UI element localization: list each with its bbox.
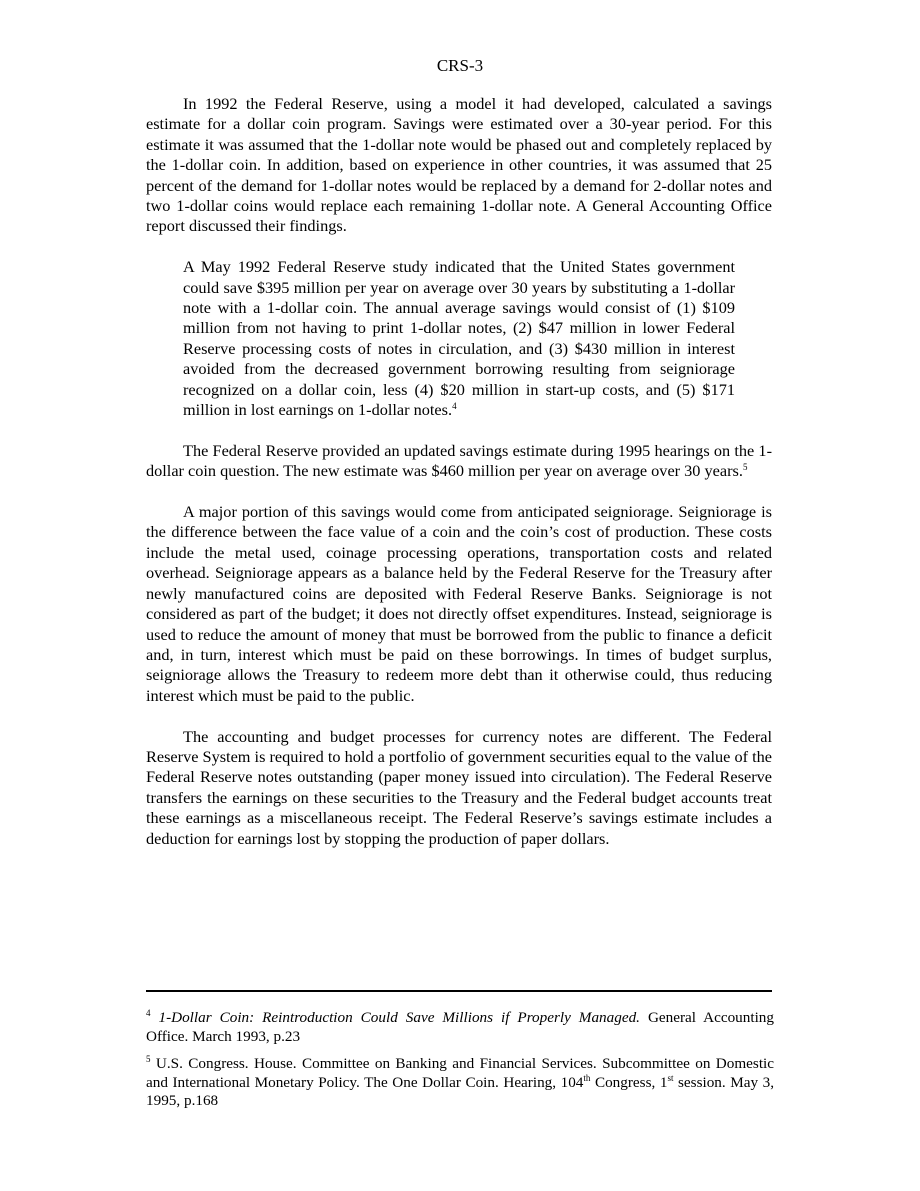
paragraph-4: The accounting and budget processes for currency notes are different. The Federal Reserve System is required to hold a portfolio of government securities equal to the value of the Federal Reserve notes outstanding (paper money issued into circulation). The Federal Reserve transfers the earnings on these securities to the Treasury and the Federal budget accounts treat these earnings as a miscellaneous receipt. The Federal Reserve’s savings estimate includes a deduction for earnings lost by stopping the production of paper dollars. — [146, 726, 772, 848]
footnote-5-number: 5 — [146, 1054, 151, 1065]
paragraph-3: A major portion of this savings would come from anticipated seigniorage. Seigniorage is the difference between the face value of a coin and the coin’s cost of production. These costs include the metal used, coinage processing operations, transportation costs and related overhead. Seigniorage appears as a balance held by the Federal Reserve for the Treasury after newly manufactured coins are deposited with Federal Reserve Banks. Seigniorage is not considered as part of the budget; it does not directly offset expenditures. Instead, seigniorage is used to reduce the amount of money that must be borrowed from the public to finance a deficit and, in turn, interest which must be paid on these borrowings. In times of budget surplus, seigniorage allows the Treasury to redeem more debt than it otherwise could, thus reducing interest which must be paid to the public. — [146, 502, 772, 705]
footnote-5-text-2: Congress, 1 — [590, 1073, 668, 1091]
footnote-4-text: General Accounting Office. March 1993, p.23 — [146, 1009, 774, 1045]
footnote-4-title: 1-Dollar Coin: Reintroduction Could Save Millions if Properly Managed. — [158, 1009, 640, 1026]
footnote-ref-5[interactable]: 5 — [742, 462, 748, 473]
paragraph-1: In 1992 the Federal Reserve, using a model it had developed, calculated a savings estimate for a dollar coin program. Savings were estimated over a 30-year period. For this estimate it was assumed that the 1-dollar note would be phased out and completely replaced by the 1-dollar coin. In addition, based on experience in other countries, it was assumed that 25 percent of the demand for 1-dollar notes would be replaced by a demand for 2-dollar notes and two 1-dollar coins would replace each remaining 1-dollar note. A General Accounting Office report discussed their findings. — [146, 94, 772, 236]
footnote-4 — [146, 1009, 774, 1046]
footnote-divider — [146, 990, 772, 992]
block-quote-text: A May 1992 Federal Reserve study indicated that the United States government could save $395 million per year on average over 30 years by substituting a 1-dollar note with a 1-dollar coin. The annual average savings would consist of (1) $109 million from not having to print 1-dollar notes, (2) $47 million in lower Federal Reserve processing costs of notes in circulation, and (3) $430 million in interest avoided from the decreased government borrowing resulting from seigniorage recognized on a dollar coin, less (4) $20 million in start-up costs, and (5) $171 million in lost earnings on 1-dollar notes. — [183, 257, 735, 420]
block-quote — [183, 257, 735, 420]
footnotes — [146, 1009, 774, 1120]
paragraph-2 — [146, 441, 772, 482]
footnote-5-sup-th: th — [583, 1072, 591, 1083]
footnote-5-text-1: U.S. Congress. House. Committee on Banking and Financial Services. Subcommittee on Domestic and International Monetary Policy. The One Dollar Coin. Hearing, 104 — [146, 1055, 775, 1091]
body-text — [146, 94, 772, 869]
footnote-5-sup-st: st — [667, 1072, 674, 1083]
footnote-4-number: 4 — [146, 1008, 151, 1018]
footnote-5 — [146, 1055, 774, 1111]
footnote-ref-4[interactable]: 4 — [452, 401, 457, 412]
paragraph-2-text: The Federal Reserve provided an updated savings estimate during 1995 hearings on the 1-dollar coin question. The new estimate was $460 million per year on average over 30 years. — [146, 440, 772, 481]
footnote-5-text-3: session. May 3, 1995, p.168 — [146, 1073, 775, 1110]
page-number-header: CRS-3 — [436, 56, 484, 75]
